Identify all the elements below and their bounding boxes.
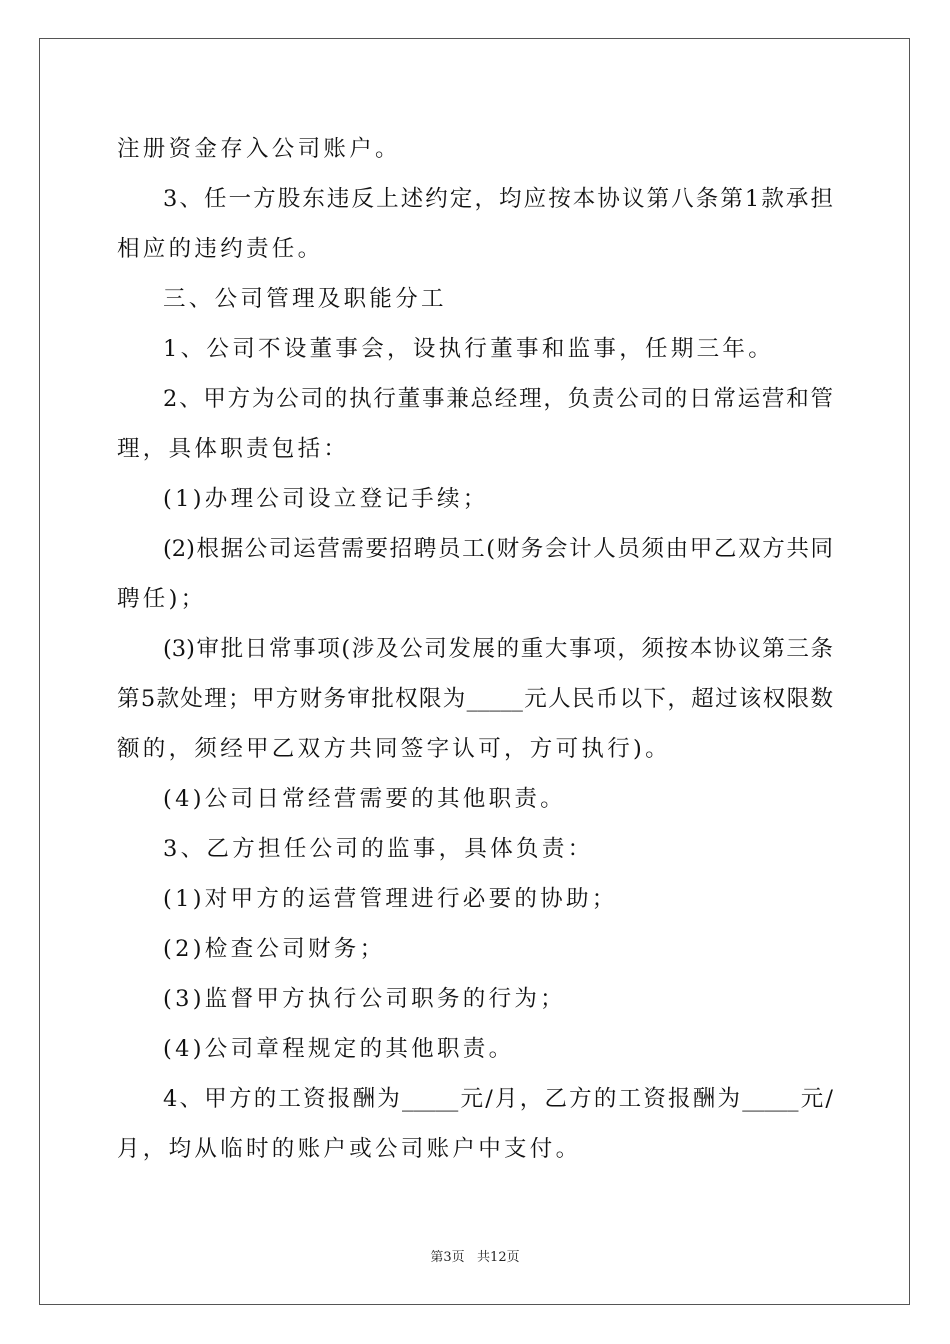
paragraph-line: 1、公司不设董事会，设执行董事和监事，任期三年。 — [163, 336, 775, 362]
list-item: (2)根据公司运营需要招聘员工(财务会计人员须由甲乙双方共同 — [163, 536, 833, 562]
list-item: (4)公司日常经营需要的其他职责。 — [163, 786, 566, 812]
document-body — [117, 124, 833, 1174]
paragraph-line: 月，均从临时的账户或公司账户中支付。 — [117, 1136, 582, 1162]
section-heading: 三、公司管理及职能分工 — [163, 286, 447, 312]
paragraph-line: 3、任一方股东违反上述约定，均应按本协议第八条第1款承担 — [163, 186, 833, 212]
paragraph-line: 理，具体职责包括： — [117, 436, 350, 462]
page-footer: 第3页 共12页 — [430, 1250, 520, 1265]
paragraph-line: 额的，须经甲乙双方共同签字认可，方可执行)。 — [117, 736, 671, 762]
paragraph-line: 相应的违约责任。 — [117, 236, 324, 262]
list-item: (2)检查公司财务； — [163, 936, 386, 962]
list-item: (1)办理公司设立登记手续； — [163, 486, 489, 512]
paragraph-line: 4、甲方的工资报酬为_____元/月，乙方的工资报酬为_____元/ — [163, 1086, 833, 1112]
paragraph-line: 聘任)； — [117, 586, 207, 612]
list-item: (1)对甲方的运营管理进行必要的协助； — [163, 886, 618, 912]
list-item: (4)公司章程规定的其他职责。 — [163, 1036, 515, 1062]
list-item: (3)审批日常事项(涉及公司发展的重大事项，须按本协议第三条 — [163, 636, 833, 662]
list-item: (3)监督甲方执行公司职务的行为； — [163, 986, 566, 1012]
paragraph-line: 注册资金存入公司账户。 — [117, 136, 401, 162]
paragraph-line: 3、乙方担任公司的监事，具体负责： — [163, 836, 594, 862]
paragraph-line: 第5款处理；甲方财务审批权限为_____元人民币以下，超过该权限数 — [117, 686, 833, 712]
paragraph-line: 2、甲方为公司的执行董事兼总经理，负责公司的日常运营和管 — [163, 386, 833, 412]
